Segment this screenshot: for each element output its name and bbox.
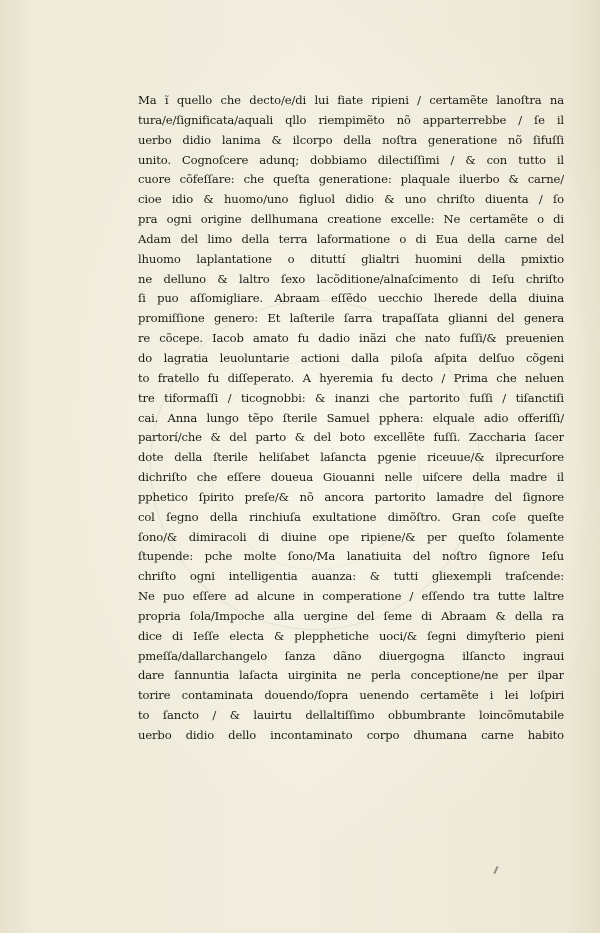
text-line: re cõcepe. Iacob amato fu dadio inãzi che nato fuſſi/& preuenien bbox=[138, 331, 564, 346]
text-line: dichriſto che eſſere doueua Giouanni nelle uiſcere della madre il bbox=[138, 470, 564, 485]
paper-mark bbox=[493, 866, 498, 874]
text-line: ſtupende: pche molte ſono/Ma lanatiuita del noſtro ſignore Ieſu bbox=[138, 549, 564, 564]
text-line: chriſto ogni intelligentia auanza: & tutti gliexempli traſcende: bbox=[138, 569, 564, 584]
text-line: pmeſſa/dallarchangelo ſanza dãno diuergogna ilſancto ingraui bbox=[138, 648, 564, 663]
text-line: tura/e/ſignificata/aquali qllo riempimẽto nõ apparterrebbe / ſe il bbox=[138, 112, 564, 127]
text-line: Adam del limo della terra laformatione o di Eua della carne del bbox=[138, 231, 564, 246]
text-block bbox=[138, 91, 564, 746]
text-line: pra ogni origine dellhumana creatione excelle: Ne certamẽte o di bbox=[138, 212, 564, 227]
text-line: cioe idio & huomo/uno figluol didio & uno chriſto diuenta / ſo bbox=[138, 192, 564, 207]
text-line: uerbo didio lanima & ilcorpo della noſtra generatione nõ ſifuſſi bbox=[138, 132, 564, 147]
text-line: dare ſannuntia laſacta uirginita ne perla conceptione/ne per ilpar bbox=[138, 668, 564, 683]
text-line: torire contaminata douendo/ſopra uenendo certamẽte i lei loſpiri bbox=[138, 688, 564, 703]
text-line: dice di Ieſſe electa & plepphetiche uoci/& ſegni dimyſterio pieni bbox=[138, 628, 564, 643]
text-line: promiſſione genero: Et laſterile ſarra trapaſſata glianni del genera bbox=[138, 311, 564, 326]
text-line: partorí/che & del parto & del boto excellẽte fuſſi. Zaccharia ſacer bbox=[138, 430, 564, 445]
text-line: lhuomo laplantatione o dituttí glialtri huomini della pmixtio bbox=[138, 251, 564, 266]
text-line: cuore cõfeſſare: che queſta generatione: plaquale iluerbo & carne/ bbox=[138, 172, 564, 187]
text-line: cai. Anna lungo tẽpo ſterile Samuel pphera: elquale adio offeriſſi/ bbox=[138, 410, 564, 425]
text-line: unito. Cognoſcere adunq; dobbiamo dilectiſſimi / & con tutto il bbox=[138, 152, 564, 167]
text-line: col ſegno della rinchiuſa exultatione dimõſtro. Gran coſe queſte bbox=[138, 509, 564, 524]
text-line: ſono/& dimiracoli di diuine ope ripiene/& per queſto ſolamente bbox=[138, 529, 564, 544]
text-line: pphetico ſpirito preſe/& nõ ancora partorito lamadre del ſignore bbox=[138, 489, 564, 504]
text-line: to fratello fu diſſeperato. A hyeremia fu decto / Prima che neluen bbox=[138, 370, 564, 385]
text-line: do lagratia leuoluntarie actioni dalla piloſa aſpita delſuo cõgeni bbox=[138, 350, 564, 365]
text-line: ſi puo aſſomigliare. Abraam eſſẽdo uecchio lherede della diuina bbox=[138, 291, 564, 306]
text-line: propria ſola/Impoche alla uergine del ſeme di Abraam & della ra bbox=[138, 608, 564, 623]
text-line: Ma ĩ quello che decto/e/di lui fiate ripieni / certamẽte lanoſtra na bbox=[138, 93, 564, 107]
text-line: ne delluno & laltro ſexo lacõditione/alnaſcimento di Ieſu chriſto bbox=[138, 271, 564, 286]
text-line: tre tiformaſſi / ticognobbi: & inanzi che partorito fuſſi / tiſanctiſi bbox=[138, 390, 564, 405]
text-line: uerbo didio dello incontaminato corpo dhumana carne habito bbox=[138, 728, 564, 742]
text-line: to ſancto / & lauirtu dellaltiſſimo obbumbrante loincõmutabile bbox=[138, 708, 564, 723]
text-line: dote della ſterile heliſabet laſancta pgenie riceuue/& ilprecurſore bbox=[138, 450, 564, 465]
text-line: Ne puo eſſere ad alcune in comperatione / eſſendo tra tutte laltre bbox=[138, 589, 564, 604]
